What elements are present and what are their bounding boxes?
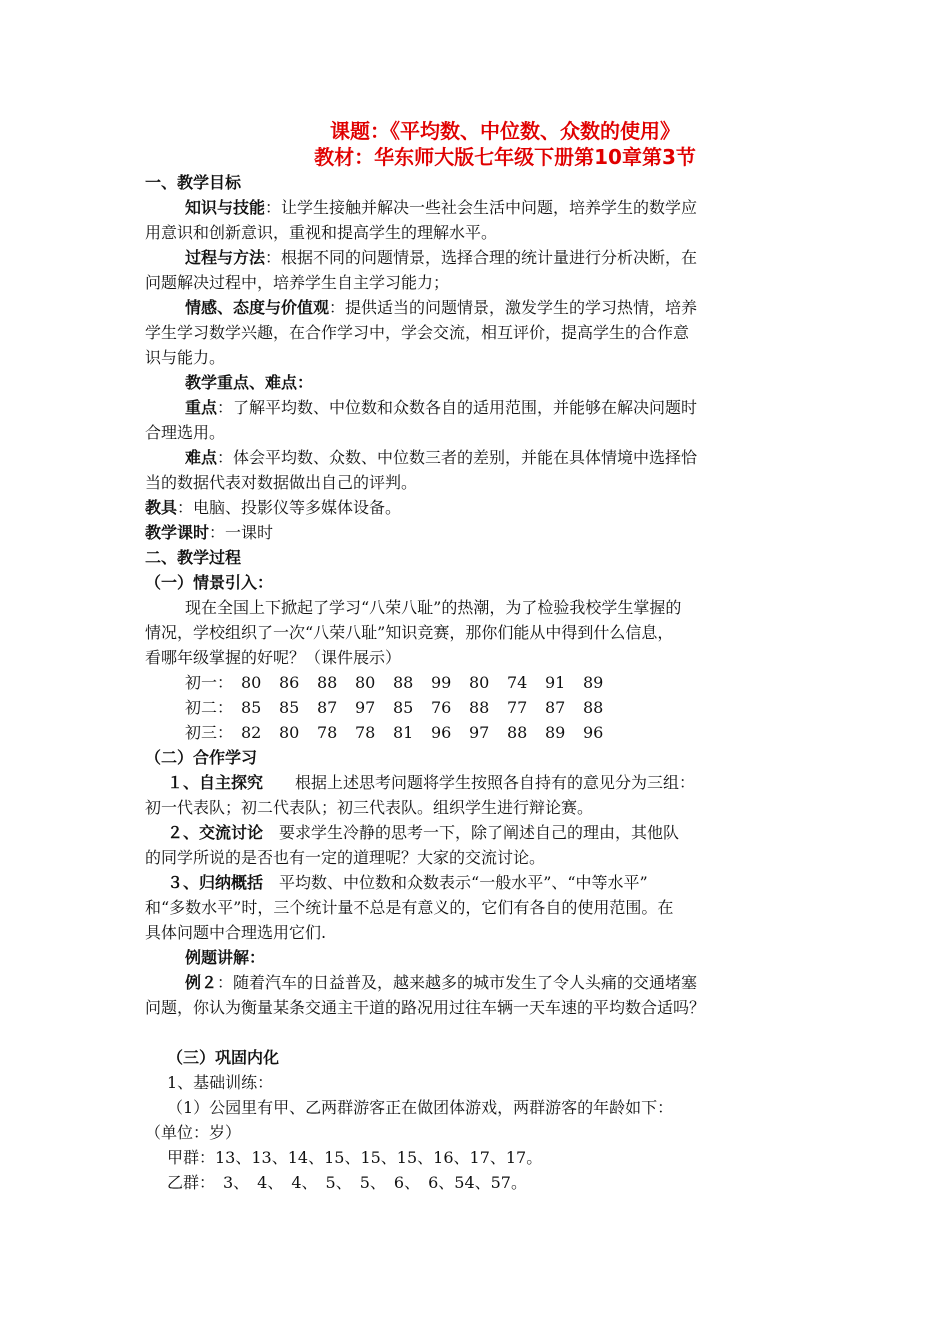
coop-2-text: 要求学生冷静的思考一下，除了阐述自己的理由，其他队 [263,823,680,842]
document-page [145,118,825,1195]
score-value: 97 [469,723,490,742]
key-point-text: ：了解平均数、中位数和众数各自的适用范围，并能够在解决问题时 [217,398,698,417]
teaching-hours-label: 教学课时 [145,523,210,542]
score-value: 77 [507,698,528,717]
section-1-heading: 一、教学目标 [145,173,242,192]
part-2-heading: （二）合作学习 [145,748,258,767]
coop-3-line-3: 具体问题中合理选用它们. [145,923,327,942]
score-value: 85 [241,698,262,717]
emotion-values-line-1 [145,295,825,320]
score-value: 88 [583,698,604,717]
process-method-text: ：根据不同的问题情景，选择合理的统计量进行分析决断，在 [265,248,698,267]
process-method-line-1 [145,245,825,270]
emotion-values-line-2: 学生学习数学兴趣，在合作学习中，学会交流，相互评价，提高学生的合作意 [145,323,690,342]
coop-1-text: 根据上述思考问题将学生按照各自持有的意见分为三组： [263,773,696,792]
teaching-tools-text: ：电脑、投影仪等多媒体设备。 [177,498,402,517]
score-value: 78 [317,723,338,742]
score-row-grade-1 [145,670,825,695]
coop-2-label: ２、交流讨论 [167,823,264,842]
teaching-tools [145,495,825,520]
blank-line [145,1020,825,1045]
score-row-label: 初二： [185,698,234,717]
score-value: 80 [355,673,376,692]
score-value: 82 [241,723,262,742]
score-value: 99 [431,673,452,692]
coop-1-label: １、自主探究 [167,773,264,792]
group-b-ages: 乙群： 3、 4、 4、 5、 5、 6、 6、54、57。 [167,1173,527,1192]
score-value: 81 [393,723,414,742]
coop-1-line-1 [145,770,825,795]
group-a-ages: 甲群：13、13、14、15、15、15、16、17、17。 [167,1148,543,1167]
coop-3-text: 平均数、中位数和众数表示“一般水平”、“中等水平” [263,873,648,892]
score-value: 88 [317,673,338,692]
score-value: 76 [431,698,452,717]
knowledge-skills-line-1 [145,195,825,220]
coop-1-line-2: 初一代表队；初二代表队；初三代表队。组织学生进行辩论赛。 [145,798,594,817]
score-value: 74 [507,673,528,692]
coop-2-line-2: 的同学所说的是否也有一定的道理呢？大家的交流讨论。 [145,848,546,867]
difficult-point-label: 难点 [185,448,218,467]
teaching-hours-text: ：一课时 [209,523,274,542]
example-label: 例２ [185,973,218,992]
key-point-line-1 [145,395,825,420]
knowledge-skills-label: 知识与技能 [185,198,266,217]
score-value: 87 [545,698,566,717]
score-value: 86 [279,673,300,692]
emotion-values-label: 情感、态度与价值观 [185,298,330,317]
score-value: 88 [393,673,414,692]
key-point-label: 重点 [185,398,218,417]
score-row-label: 初三： [185,723,234,742]
score-value: 85 [393,698,414,717]
question-1-line-2: （单位：岁） [145,1123,242,1142]
process-method-line-2: 问题解决过程中，培养学生自主学习能力； [145,273,450,292]
score-value: 87 [317,698,338,717]
score-value: 80 [469,673,490,692]
example-line-2: 问题，你认为衡量某条交通主干道的路况用过往车辆一天车速的平均数合适吗？ [145,998,706,1017]
intro-line-3: 看哪年级掌握的好呢？（课件展示） [145,648,402,667]
knowledge-skills-text: ：让学生接触并解决一些社会生活中问题，培养学生的数学应 [265,198,698,217]
score-value: 88 [469,698,490,717]
score-value: 96 [583,723,604,742]
coop-2-line-1 [145,820,825,845]
score-value: 80 [279,723,300,742]
emotion-values-line-3: 识与能力。 [145,348,226,367]
score-row-grade-3 [145,720,825,745]
coop-3-line-2: 和“多数水平”时，三个统计量不总是有意义的，它们有各自的使用范围。在 [145,898,674,917]
question-1-line-1: （1）公园里有甲、乙两群游客正在做团体游戏，两群游客的年龄如下： [167,1098,674,1117]
difficult-point-line-1 [145,445,825,470]
process-method-label: 过程与方法 [185,248,266,267]
coop-3-label: ３、归纳概括 [167,873,264,892]
intro-line-2: 情况，学校组织了一次“八荣八耻”知识竞赛，那你们能从中得到什么信息， [145,623,674,642]
basic-training-heading: 1、基础训练： [167,1073,274,1092]
section-2-heading: 二、教学过程 [145,548,242,567]
score-value: 85 [279,698,300,717]
difficult-point-line-2: 当的数据代表对数据做出自己的评判。 [145,473,418,492]
score-row-label: 初一： [185,673,234,692]
score-value: 80 [241,673,262,692]
score-row-grade-2 [145,695,825,720]
intro-line-1: 现在全国上下掀起了学习“八荣八耻”的热潮，为了检验我校学生掌握的 [185,598,682,617]
part-1-heading: （一）情景引入： [145,573,274,592]
part-3-heading: （三）巩固内化 [167,1048,280,1067]
score-value: 96 [431,723,452,742]
score-value: 88 [507,723,528,742]
knowledge-skills-line-2: 用意识和创新意识，重视和提高学生的理解水平。 [145,223,498,242]
key-point-line-2: 合理选用。 [145,423,226,442]
coop-3-line-1 [145,870,825,895]
score-table [145,670,825,745]
teaching-tools-label: 教具 [145,498,178,517]
textbook-subtitle: 教材：华东师大版七年级下册第10章第3节 [314,145,696,169]
lesson-title: 课题：《平均数、中位数、众数的使用》 [330,119,680,143]
example-text: ：随着汽车的日益普及，越来越多的城市发生了令人头痛的交通堵塞 [217,973,698,992]
example-heading: 例题讲解： [185,948,266,967]
score-value: 89 [583,673,604,692]
emotion-values-text: ：提供适当的问题情景，激发学生的学习热情，培养 [329,298,698,317]
score-value: 97 [355,698,376,717]
score-value: 78 [355,723,376,742]
example-line-1 [145,970,825,995]
score-value: 89 [545,723,566,742]
difficult-point-text: ：体会平均数、众数、中位数三者的差别，并能在具体情境中选择恰 [217,448,698,467]
score-value: 91 [545,673,566,692]
teaching-hours [145,520,825,545]
key-difficult-heading: 教学重点、难点： [185,373,314,392]
